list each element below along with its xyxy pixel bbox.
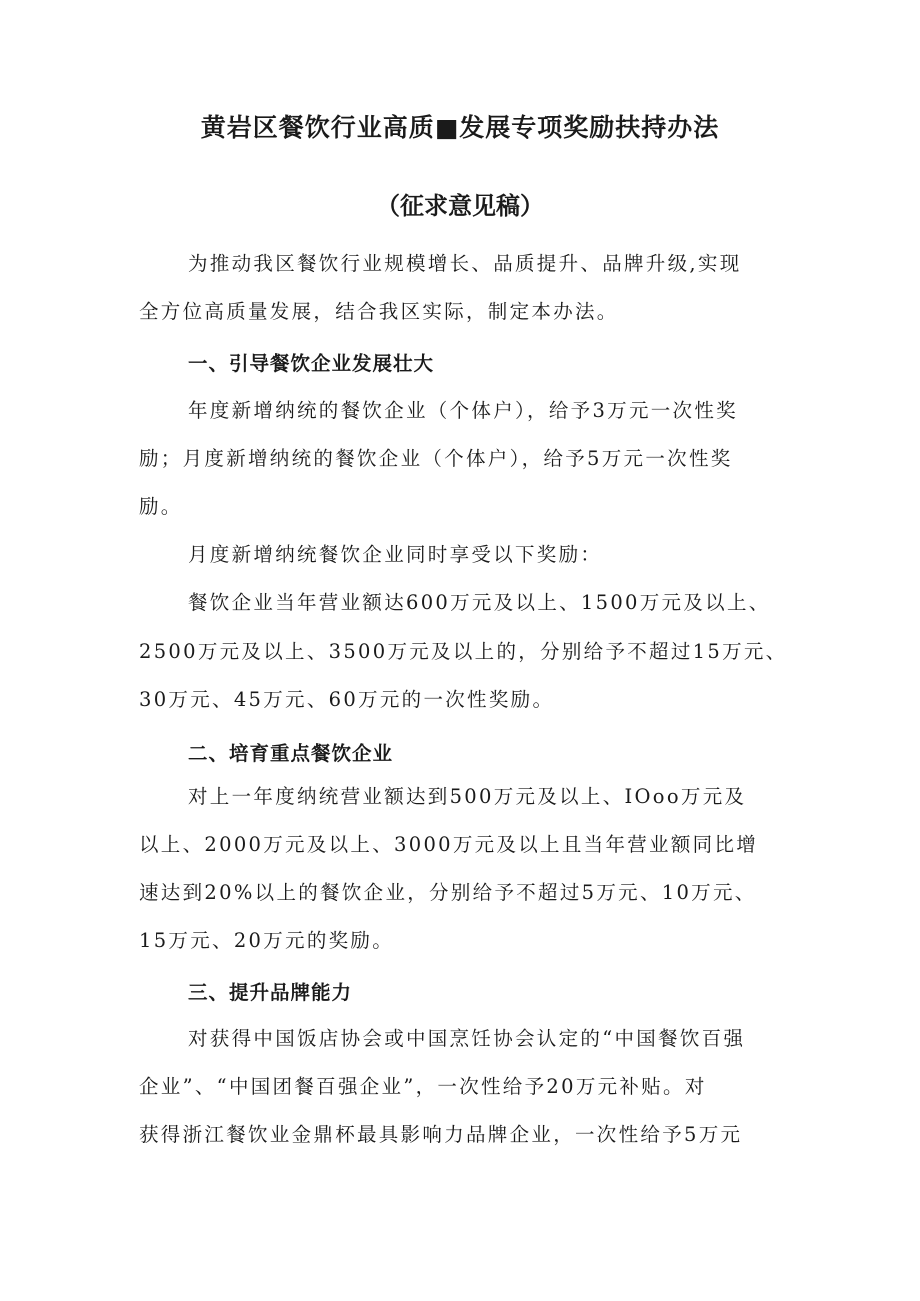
paragraph-line: 对上一年度纳统营业额达到500万元及以上、IOoo万元及 bbox=[188, 785, 747, 808]
document-title: 黄岩区餐饮行业高质■发展专项奖励扶持办法 bbox=[200, 113, 720, 142]
paragraph-line: 对获得中国饭店协会或中国烹饪协会认定的“中国餐饮百强 bbox=[188, 1027, 746, 1050]
paragraph-line: 年度新增纳统的餐饮企业（个体户），给予3万元一次性奖 bbox=[188, 399, 738, 422]
paragraph-line: 速达到20%以上的餐饮企业，分别给予不超过5万元、10万元、 bbox=[139, 881, 757, 904]
document-subtitle: （征求意见稿） bbox=[376, 192, 544, 220]
paragraph-line: 2500万元及以上、3500万元及以上的，分别给予不超过15万元、 bbox=[139, 640, 788, 663]
paragraph-line: 企业”、“中国团餐百强企业”，一次性给予20万元补贴。对 bbox=[139, 1075, 707, 1098]
paragraph-line: 30万元、45万元、60万元的一次性奖励。 bbox=[139, 688, 555, 711]
intro-line: 全方位高质量发展，结合我区实际，制定本办法。 bbox=[139, 300, 619, 323]
paragraph-line: 餐饮企业当年营业额达600万元及以上、1500万元及以上、 bbox=[188, 591, 771, 614]
paragraph-line: 励。 bbox=[139, 495, 183, 518]
paragraph-line: 励；月度新增纳统的餐饮企业（个体户），给予5万元一次性奖 bbox=[139, 447, 733, 470]
section-heading: 二、培育重点餐饮企业 bbox=[188, 742, 394, 765]
paragraph-line: 15万元、20万元的奖励。 bbox=[139, 929, 395, 952]
paragraph-line: 月度新增纳统餐饮企业同时享受以下奖励： bbox=[188, 543, 603, 566]
paragraph-line: 以上、2000万元及以上、3000万元及以上且当年营业额同比增 bbox=[139, 833, 759, 856]
intro-line: 为推动我区餐饮行业规模增长、品质提升、品牌升级,实现 bbox=[188, 252, 742, 275]
paragraph-line: 获得浙江餐饮业金鼎杯最具影响力品牌企业，一次性给予5万元 bbox=[139, 1123, 743, 1146]
section-heading: 一、引导餐饮企业发展壮大 bbox=[188, 352, 435, 375]
section-heading: 三、提升品牌能力 bbox=[188, 981, 353, 1004]
